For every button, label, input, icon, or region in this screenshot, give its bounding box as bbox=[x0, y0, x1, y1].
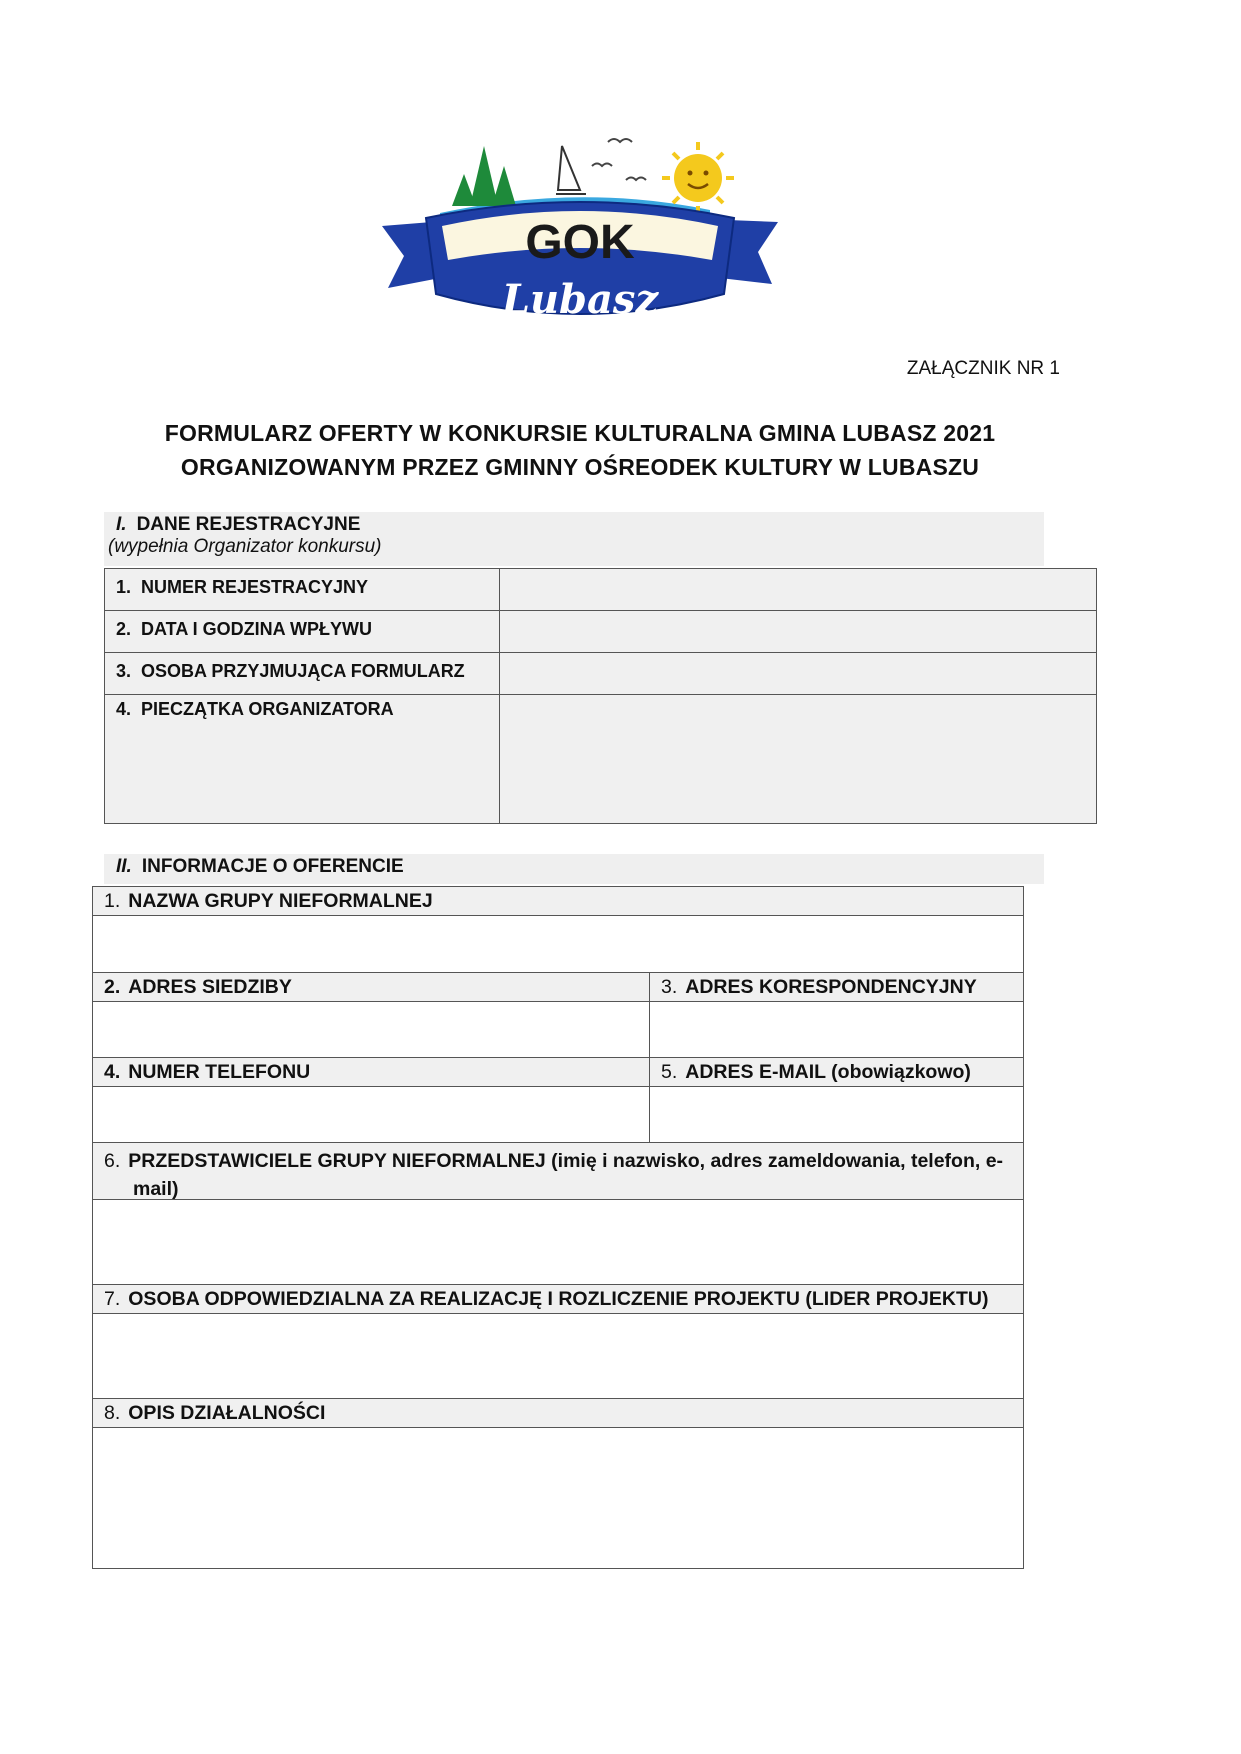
description-field[interactable] bbox=[92, 1427, 1024, 1569]
address-seat-label-row bbox=[92, 972, 650, 1002]
field-number: 3. bbox=[661, 976, 678, 998]
form-title-line1: FORMULARZ OFERTY W KONKURSIE KULTURALNA GMINA LUBASZ 2021 bbox=[164, 420, 996, 446]
field-label: OSOBA ODPOWIEDZIALNA ZA REALIZACJĘ I ROZLICZENIE PROJEKTU (LIDER PROJEKTU) bbox=[128, 1288, 989, 1310]
field-number: 5. bbox=[661, 1061, 678, 1083]
group-name-label-row bbox=[92, 886, 1024, 916]
representatives-label-row bbox=[92, 1142, 1024, 1200]
reg-row-label bbox=[104, 694, 500, 824]
section1-roman: I. bbox=[116, 514, 127, 535]
field-label: NUMER TELEFONU bbox=[128, 1061, 311, 1083]
phone-field[interactable] bbox=[92, 1086, 650, 1143]
address-seat-field[interactable] bbox=[92, 1001, 650, 1058]
field-label: OPIS DZIAŁALNOŚCI bbox=[128, 1402, 326, 1424]
row-number: 1. bbox=[116, 577, 132, 597]
row-number: 2. bbox=[116, 619, 132, 639]
registration-number-field[interactable] bbox=[499, 568, 1097, 611]
field-label: NAZWA GRUPY NIEFORMALNEJ bbox=[128, 890, 433, 912]
logo-text-gok: GOK bbox=[525, 216, 635, 269]
section2-heading: INFORMACJE O OFERENCIE bbox=[141, 856, 404, 877]
field-label: ADRES SIEDZIBY bbox=[128, 976, 292, 998]
row-number: 3. bbox=[116, 661, 132, 681]
leader-field[interactable] bbox=[92, 1313, 1024, 1399]
reg-row-label bbox=[104, 568, 500, 611]
section1-heading: DANE REJESTRACYJNE bbox=[136, 514, 361, 535]
section2-header bbox=[104, 854, 1044, 884]
phone-label-row bbox=[92, 1057, 650, 1087]
email-label-row bbox=[649, 1057, 1024, 1087]
logo-text-lubasz: Lubasz bbox=[501, 276, 659, 323]
birds-icon bbox=[592, 139, 646, 180]
field-number: 1. bbox=[104, 890, 121, 912]
section2-roman: II. bbox=[116, 856, 132, 877]
form-title-line2: ORGANIZOWANYM PRZEZ GMINNY OŚREODEK KULTURY W LUBASZU bbox=[180, 454, 980, 480]
field-number: 8. bbox=[104, 1402, 121, 1424]
field-number: 6. bbox=[104, 1150, 121, 1172]
group-name-field[interactable] bbox=[92, 915, 1024, 973]
reg-row-label bbox=[104, 610, 500, 653]
field-number: 2. bbox=[104, 976, 121, 998]
sailboat-icon bbox=[556, 146, 586, 194]
address-corr-field[interactable] bbox=[649, 1001, 1024, 1058]
row-label: OSOBA PRZYJMUJĄCA FORMULARZ bbox=[141, 661, 465, 681]
field-label: ADRES KORESPONDENCYJNY bbox=[685, 976, 977, 998]
row-number: 4. bbox=[116, 699, 132, 719]
email-field[interactable] bbox=[649, 1086, 1024, 1143]
row-label: NUMER REJESTRACYJNY bbox=[141, 577, 369, 597]
section1-header bbox=[104, 512, 1044, 566]
reg-row-label bbox=[104, 652, 500, 695]
receiving-person-field[interactable] bbox=[499, 652, 1097, 695]
organizer-stamp-field[interactable] bbox=[499, 694, 1097, 824]
annex-label: ZAŁĄCZNIK NR 1 bbox=[906, 358, 1060, 379]
row-label: PIECZĄTKA ORGANIZATORA bbox=[141, 699, 394, 719]
leader-label-row bbox=[92, 1284, 1024, 1314]
field-label-continued: mail) bbox=[133, 1178, 179, 1200]
trees-icon bbox=[452, 146, 516, 206]
gok-lubasz-logo bbox=[380, 118, 780, 338]
field-number: 7. bbox=[104, 1288, 121, 1310]
description-label-row bbox=[92, 1398, 1024, 1428]
sun-icon bbox=[662, 142, 734, 214]
receipt-datetime-field[interactable] bbox=[499, 610, 1097, 653]
representatives-field[interactable] bbox=[92, 1199, 1024, 1285]
field-number: 4. bbox=[104, 1061, 121, 1083]
field-label: ADRES E-MAIL (obowiązkowo) bbox=[685, 1061, 971, 1083]
field-label: PRZEDSTAWICIELE GRUPY NIEFORMALNEJ (imię i nazwisko, adres zameldowania, telefon, e- bbox=[128, 1150, 1004, 1172]
row-label: DATA I GODZINA WPŁYWU bbox=[141, 619, 372, 639]
address-corr-label-row bbox=[649, 972, 1024, 1002]
section1-note: (wypełnia Organizator konkursu) bbox=[108, 536, 382, 557]
